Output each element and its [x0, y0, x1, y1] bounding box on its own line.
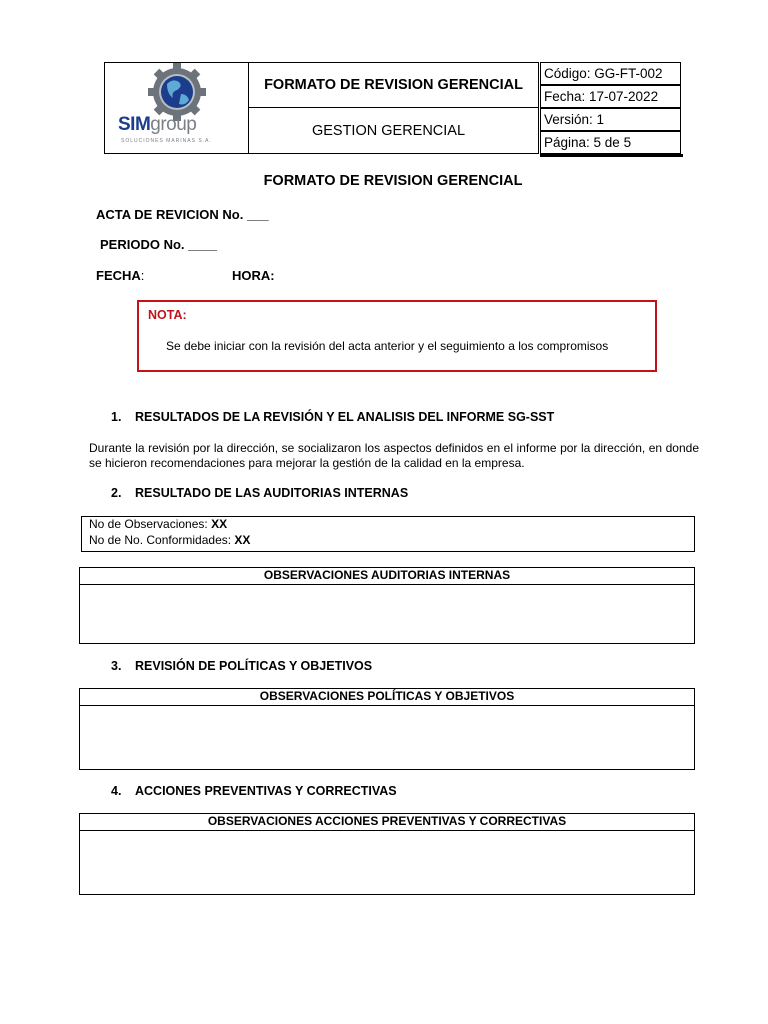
hora-field: HORA:: [232, 268, 275, 283]
logo-wordmark: SIMgroup: [118, 114, 197, 135]
header-subtitle-cell: [248, 107, 539, 154]
observations-header: OBSERVACIONES POLÍTICAS Y OBJETIVOS: [80, 689, 694, 706]
observations-box-auditorias: [79, 567, 695, 644]
observaciones-count: No de Observaciones: XX: [89, 517, 228, 531]
meta-version: Versión: 1: [540, 108, 681, 131]
document-title: FORMATO DE REVISION GERENCIAL: [263, 173, 523, 189]
section-title: REVISIÓN DE POLÍTICAS Y OBJETIVOS: [135, 659, 373, 673]
section-number: 2.: [111, 486, 122, 500]
section-4-heading: [111, 784, 397, 798]
section-2-heading: [111, 486, 408, 500]
section-1-paragraph: Durante la revisión por la dirección, se socializaron los aspectos definidos en el informe por la dirección, en donde se hicieron recomendaciones para mejorar la gestión de la calidad en la empresa.: [89, 441, 699, 470]
section-number: 3.: [111, 659, 122, 673]
note-text: Se debe iniciar con la revisión del acta anterior y el seguimiento a los compromisos: [166, 339, 609, 353]
periodo-field: PERIODO No. ____: [100, 237, 218, 252]
observations-box-politicas: [79, 688, 695, 770]
logo-tagline: SOLUCIONES MARINAS S.A.: [121, 138, 212, 144]
acta-field: ACTA DE REVICION No. ___: [96, 207, 269, 222]
section-title: RESULTADO DE LAS AUDITORIAS INTERNAS: [135, 486, 409, 500]
meta-underline: [540, 154, 683, 157]
no-conformidades-count: No de No. Conformidades: XX: [89, 532, 251, 547]
note-label: NOTA:: [148, 308, 187, 322]
company-logo: [105, 62, 248, 153]
fecha-field: [96, 268, 144, 283]
fecha-label: FECHA: [96, 268, 141, 283]
header-title: FORMATO DE REVISION GERENCIAL: [264, 77, 523, 93]
section-1-heading: [111, 410, 554, 424]
observations-box-acciones: [79, 813, 695, 895]
section-number: 4.: [111, 784, 122, 798]
meta-pagina: Página: 5 de 5: [540, 131, 681, 154]
section-title: RESULTADOS DE LA REVISIÓN Y EL ANALISIS DEL INFORME SG-SST: [135, 410, 555, 424]
meta-codigo: Código: GG-FT-002: [540, 62, 681, 85]
section-title: ACCIONES PREVENTIVAS Y CORRECTIVAS: [135, 784, 397, 798]
fecha-colon: :: [140, 268, 145, 283]
section-3-heading: [111, 659, 372, 673]
section-number: 1.: [111, 410, 122, 424]
observations-header: OBSERVACIONES AUDITORIAS INTERNAS: [80, 568, 694, 585]
meta-fecha: Fecha: 17-07-2022: [540, 85, 681, 108]
header-title-cell: [248, 62, 539, 108]
header-subtitle: GESTION GERENCIAL: [311, 122, 466, 139]
audit-counts-box: [81, 516, 695, 552]
note-box: [137, 300, 657, 372]
observations-header: OBSERVACIONES ACCIONES PREVENTIVAS Y CORRECTIVAS: [80, 814, 694, 831]
